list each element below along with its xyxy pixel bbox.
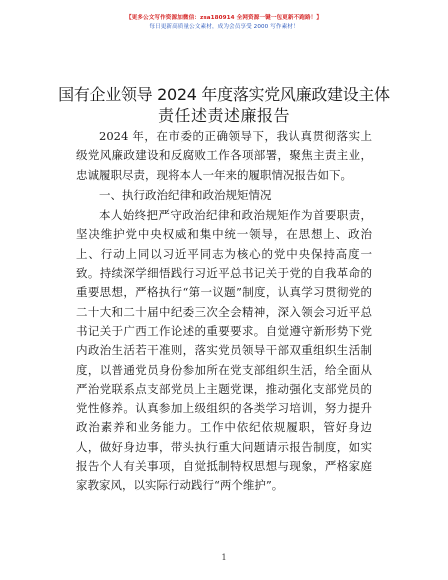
section-paragraph: 本人始终把严守政治纪律和政治规矩作为首要职责，坚决维护党中央权威和集中统一领导，在思想上、政治上、行动上同以习近平同志为核心的党中央保持高度一致。持续深学细悟践行习近平总书记关于党的自我革命的重要思想，严格执行“第一议题”制度，认真学习贯彻党的二十大和二十届中纪委三次全会精神，深入领会习近平总书记关于广西工作论述的重要要求。自觉遵守新形势下党内政治生活若干准则，落实党员领导干部双重组织生活制度，以普通党员身份参加所在党支部组织生活，给全面从严治党联系点支部党员上主题党课，推动强化支部党员的党性修养。认真参加上级组织的各类学习培训，努力提升政治素养和业务能力。工作中依纪依规履职，管好身边人，做好身边事，带头执行重大问题请示报告制度，如实报告个人有关事项，自觉抵制特权思想与现象，严格家庭家教家风，以实际行动践行“两个维护”。 [76,208,372,493]
intro-paragraph: 2024 年，在市委的正确领导下，我认真贯彻落实上级党风廉政建设和反腐败工作各项部署，聚焦主责主业，忠诚履职尽责，现将本人一年来的履职情况报告如下。 [76,129,372,182]
section-heading: 一、执行政治纪律和政治规矩情况 [99,187,272,202]
promo-banner-line-1: 【更多公文写作资源加微信：zsa180914 全网资源一键一包更新不跑路！】 [125,15,323,21]
document-body [76,127,372,496]
promo-banner-line-2: 每日更新高质量公文素材，成为会员享受 2000 写作素材！ [149,24,299,30]
document-title-line-2: 责任述责述廉报告 [157,106,290,125]
page-number: 1 [221,553,227,562]
document-title-line-1: 国有企业领导 2024 年度落实党风廉政建设主体 [58,85,390,104]
